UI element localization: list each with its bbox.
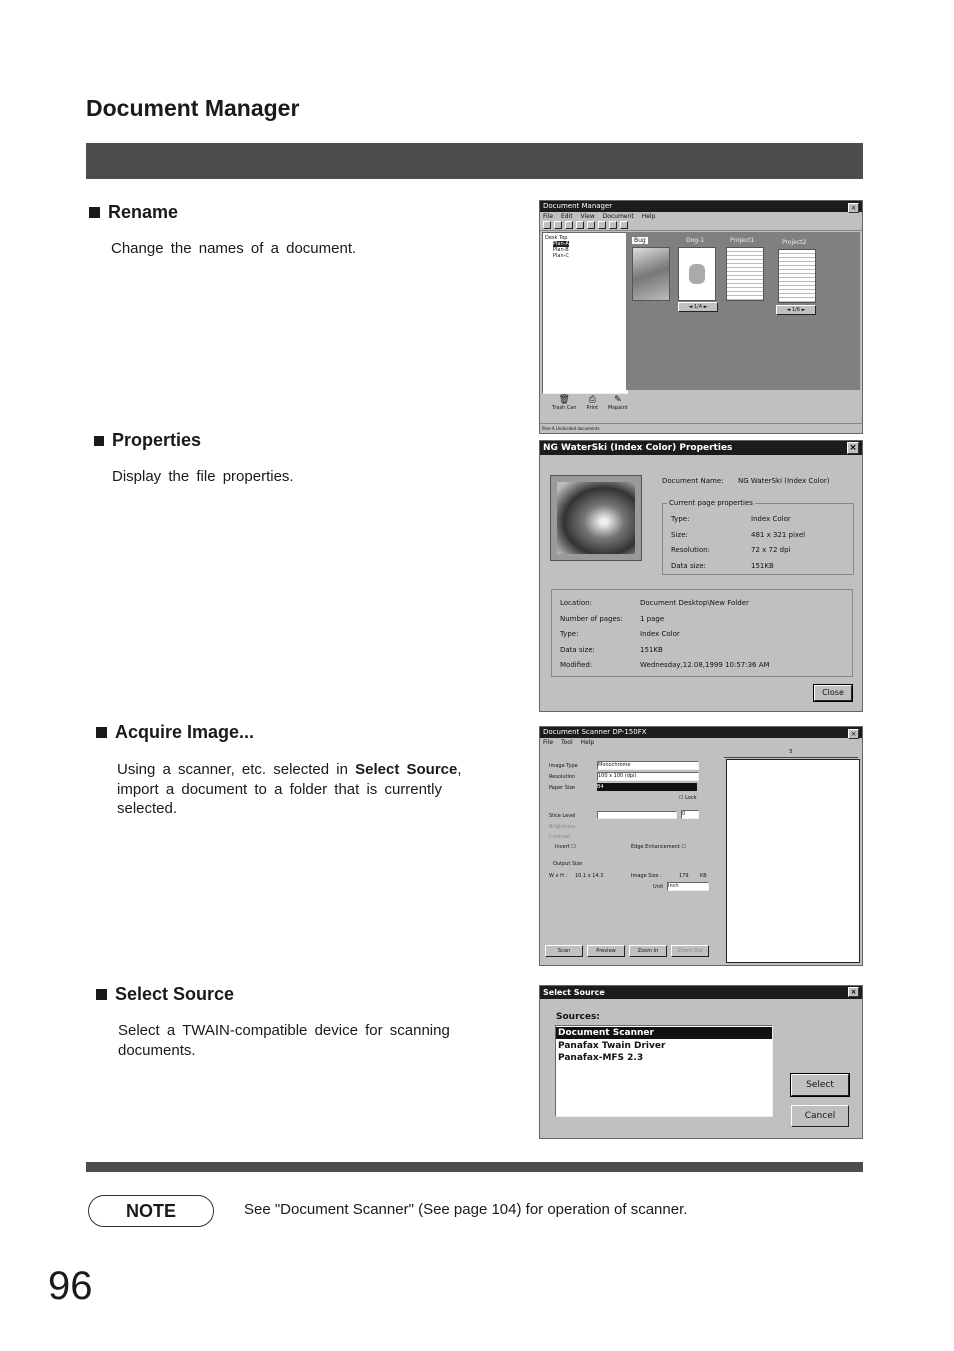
acquire-text-before: Using a scanner, etc. selected in: [117, 761, 356, 778]
rename-heading-text: Rename: [108, 202, 179, 222]
thumb-label-project1: Project1: [730, 237, 755, 244]
edge-checkbox[interactable]: Edge Enhancement ☐: [631, 844, 686, 850]
waterski-image: [557, 482, 635, 554]
close-icon[interactable]: ×: [847, 442, 859, 454]
source-item[interactable]: Panafax-MFS 2.3: [558, 1053, 644, 1063]
page-number: 96: [48, 1264, 93, 1308]
lock-checkbox[interactable]: ☐ Lock: [679, 795, 697, 801]
current-page-group: [662, 499, 854, 575]
dog-image: [689, 264, 705, 284]
dialog-title: NG WaterSki (Index Color) Properties: [543, 443, 733, 453]
printer-icon: ⎙: [588, 395, 596, 405]
acquire-text-bold: Select Source: [355, 761, 458, 778]
mspaint-item[interactable]: [608, 395, 628, 411]
unit-value: Inch: [668, 883, 679, 889]
properties-description: Display the file properties.: [112, 468, 294, 485]
close-button[interactable]: Close: [814, 685, 852, 701]
tree-item-desktop[interactable]: Desk Top: [545, 235, 568, 241]
bottom-icon-bar: [552, 395, 628, 411]
preview-frame: [550, 475, 642, 561]
paper-size-select[interactable]: [597, 783, 697, 791]
properties-heading: [94, 430, 201, 451]
header-bar: [86, 143, 863, 179]
close-icon[interactable]: ×: [848, 203, 859, 213]
page-prop-key: Type:: [671, 515, 690, 523]
menu-edit[interactable]: Edit: [560, 213, 573, 220]
slice-level-value: 0: [682, 811, 686, 817]
page-prop-key: Size:: [671, 530, 688, 539]
thumb-label-dog: Dog-1: [686, 237, 705, 244]
menu-bar: [540, 212, 862, 221]
menu-document[interactable]: Document: [602, 213, 634, 220]
unit-select[interactable]: [667, 882, 709, 891]
file-prop-key: Location:: [560, 599, 592, 607]
tool-button-icon[interactable]: [609, 221, 617, 229]
image-size-label: Image Size :: [631, 873, 662, 879]
note-badge: NOTE: [88, 1195, 214, 1227]
edge-label: Edge Enhancement: [631, 844, 680, 850]
close-icon[interactable]: ×: [848, 729, 859, 739]
file-props-group: [551, 589, 853, 677]
trash-can-icon: 🗑: [558, 395, 570, 405]
resolution-select[interactable]: [597, 772, 699, 781]
select-source-heading: [96, 984, 234, 1005]
image-type-label: Image Type: [549, 763, 578, 769]
square-bullet-icon: [96, 727, 107, 738]
square-bullet-icon: [89, 207, 100, 218]
preview-button[interactable]: Preview: [587, 945, 625, 957]
doc-name-label: Document Name:: [662, 477, 724, 485]
file-prop-value: Index Color: [640, 630, 680, 638]
page-props-keys: [671, 512, 710, 574]
select-button[interactable]: Select: [791, 1074, 849, 1096]
output-size-label: Output Size: [553, 861, 583, 867]
status-bar: Plan-A Undivided documents: [540, 423, 862, 433]
scanner-title: Document Scanner DP-150FX: [543, 728, 647, 736]
thumbnail-dog[interactable]: [678, 247, 716, 301]
ruler: [724, 749, 858, 758]
menu-tool[interactable]: Tool: [560, 739, 573, 746]
ruler-mark: 5: [789, 749, 793, 755]
slice-level-input[interactable]: [681, 810, 699, 819]
sources-label: Sources:: [556, 1012, 600, 1022]
page-title: Document Manager: [86, 95, 300, 121]
tool-button-icon[interactable]: [598, 221, 606, 229]
pager-1-value: 1/4: [693, 304, 703, 310]
tool-button-icon[interactable]: [576, 221, 584, 229]
pager-1[interactable]: ◄ 1/4 ►: [678, 302, 718, 312]
page-prop-value: 481 x 321 pixel: [751, 530, 806, 539]
tree-item-plan-a[interactable]: Plan-A: [553, 241, 569, 247]
trash-can-item[interactable]: [552, 395, 577, 411]
thumbnail-project1[interactable]: [726, 247, 764, 301]
file-prop-value: 1 page: [640, 614, 665, 623]
tool-button-icon[interactable]: [565, 221, 573, 229]
file-prop-key: Data size:: [560, 645, 595, 654]
image-type-select[interactable]: [597, 761, 699, 770]
dialog-titlebar: [540, 441, 862, 455]
scan-preview-area[interactable]: [726, 759, 860, 963]
scanner-titlebar: [540, 727, 862, 738]
scanner-button-row: [545, 945, 709, 957]
acquire-heading: [96, 722, 254, 743]
page-prop-value: Index Color: [751, 515, 791, 523]
page-prop-value: 72 x 72 dpi: [751, 546, 791, 554]
thumb-label-bug[interactable]: Bug: [634, 237, 646, 244]
unit-label: Unit: [653, 884, 664, 890]
scanner-menu-bar: [540, 738, 862, 747]
select-source-heading-text: Select Source: [115, 984, 235, 1004]
window-title: Document Manager: [543, 202, 613, 210]
resolution-label: Resolution: [549, 774, 576, 780]
image-size-unit: KB: [700, 873, 707, 879]
file-props-values: [640, 596, 770, 674]
resolution-value: 100 x 100 (dpi): [598, 773, 637, 779]
window-titlebar: [540, 201, 862, 212]
square-bullet-icon: [96, 989, 107, 1000]
file-prop-key: Type:: [560, 630, 579, 638]
file-prop-value: 151KB: [640, 645, 663, 654]
print-item[interactable]: [587, 395, 599, 411]
properties-dialog: [539, 440, 863, 712]
sources-list[interactable]: [555, 1025, 773, 1117]
document-manager-window: [539, 200, 863, 434]
select-source-titlebar: [540, 986, 862, 999]
contrast-label: Contrast: [549, 834, 571, 840]
wh-value: 10.1 x 14.3: [575, 873, 604, 879]
pager-2[interactable]: ◄ 1/6 ►: [776, 305, 816, 315]
file-prop-value: Document Desktop\New Folder: [640, 599, 749, 607]
toolbar: [540, 221, 862, 231]
menu-view[interactable]: View: [580, 213, 595, 220]
page-prop-value: 151KB: [751, 561, 774, 570]
zoom-in-button[interactable]: Zoom In: [629, 945, 667, 957]
thumbnail-bug[interactable]: [632, 247, 670, 301]
paper-size-label: Paper Size: [549, 785, 576, 791]
page-prop-key: Resolution:: [671, 546, 710, 554]
properties-heading-text: Properties: [112, 430, 202, 450]
file-prop-value: Wednesday,12.08,1999 10:57:36 AM: [640, 661, 770, 669]
select-source-dialog: [539, 985, 863, 1139]
menu-help[interactable]: Help: [580, 739, 595, 746]
note-text: See "Document Scanner" (See page 104) for operation of scanner.: [244, 1201, 688, 1218]
tool-button-icon[interactable]: [543, 221, 551, 229]
source-item[interactable]: Panafax Twain Driver: [558, 1041, 666, 1051]
mspaint-label: Mspaint: [608, 405, 628, 411]
footer-bar: [86, 1162, 863, 1172]
thumb-label-project2: Project2: [782, 239, 807, 246]
lock-label: Lock: [685, 795, 697, 801]
page-prop-key: Data size:: [671, 561, 706, 570]
acquire-text-after: , import a document to a folder that is currently selected.: [117, 761, 462, 817]
select-source-description: Select a TWAIN-compatible device for scanning documents.: [118, 1022, 450, 1059]
tree-item-plan-c[interactable]: Plan-C: [553, 253, 569, 259]
document-workspace: [626, 232, 860, 390]
pager-2-value: 1/6: [791, 307, 801, 313]
tree-item-plan-b[interactable]: Plan-B: [553, 247, 569, 253]
slice-level-slider[interactable]: [597, 811, 677, 819]
rename-description: Change the names of a document.: [111, 240, 357, 257]
select-source-title: Select Source: [543, 988, 605, 997]
acquire-description: [117, 760, 495, 819]
doc-name-value: NG WaterSki (Index Color): [738, 477, 830, 485]
file-prop-key: Modified:: [560, 661, 593, 669]
menu-file[interactable]: File: [543, 739, 554, 746]
brightness-label: Brightness: [549, 824, 576, 830]
slice-level-label: Slice Level: [549, 813, 576, 819]
invert-label: Invert: [555, 844, 570, 850]
page-props-values: [751, 512, 805, 574]
rename-heading: [89, 202, 178, 223]
scanner-window: [539, 726, 863, 966]
source-item-selected[interactable]: Document Scanner: [556, 1027, 772, 1039]
file-props-keys: [560, 596, 623, 674]
file-prop-key: Number of pages:: [560, 614, 623, 623]
scan-button[interactable]: Scan: [545, 945, 583, 957]
folder-tree[interactable]: [542, 232, 628, 394]
tool-button-icon[interactable]: [587, 221, 595, 229]
close-icon[interactable]: ×: [848, 987, 859, 997]
image-type-value: Monochrome: [598, 762, 631, 768]
paint-icon: ✎: [614, 395, 622, 405]
menu-file[interactable]: File: [543, 213, 554, 220]
paper-size-value: B4: [597, 784, 604, 790]
zoom-out-button[interactable]: Zoom Out: [671, 945, 709, 957]
tool-button-icon[interactable]: [554, 221, 562, 229]
wh-label: W x H :: [549, 873, 568, 879]
image-size-value: 179: [679, 873, 689, 879]
trash-can-label: Trash Can: [552, 405, 577, 411]
print-label: Print: [586, 405, 599, 411]
scanner-settings-panel: [545, 753, 715, 925]
group-label: Current page properties: [669, 499, 753, 507]
menu-help[interactable]: Help: [641, 213, 656, 220]
acquire-heading-text: Acquire Image...: [115, 722, 255, 742]
square-bullet-icon: [94, 436, 104, 446]
tool-button-icon[interactable]: [620, 221, 628, 229]
invert-checkbox[interactable]: Invert ☐: [555, 844, 576, 850]
thumbnail-project2[interactable]: [778, 249, 816, 303]
cancel-button[interactable]: Cancel: [791, 1105, 849, 1127]
